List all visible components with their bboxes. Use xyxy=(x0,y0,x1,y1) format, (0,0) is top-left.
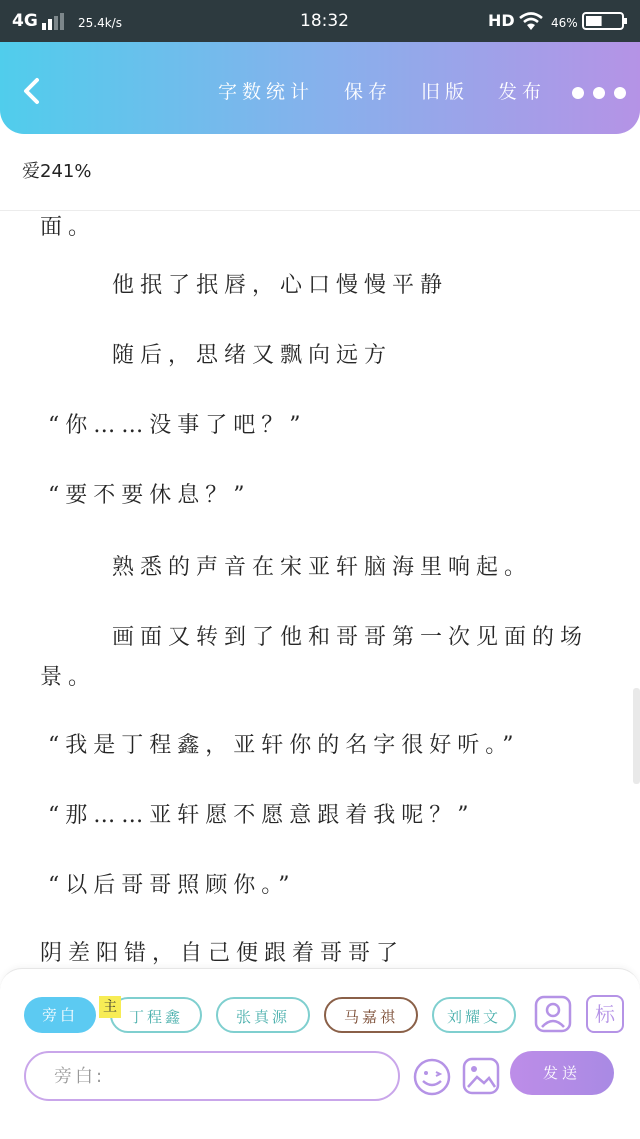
message-input[interactable] xyxy=(24,1051,400,1101)
story-paragraph: “你……没事了吧？” xyxy=(48,413,307,438)
story-paragraph: 随后，思绪又飘向远方 xyxy=(56,343,393,368)
story-paragraph: 他抿了抿唇，心口慢慢平静 xyxy=(56,273,449,298)
wifi-icon xyxy=(518,10,544,32)
clock: 18:32 xyxy=(300,11,349,31)
signal-icon xyxy=(42,13,68,30)
scrollbar-thumb[interactable] xyxy=(633,688,640,784)
chip-character-ma-jiaqi[interactable]: 马嘉祺 xyxy=(324,997,418,1033)
story-paragraph: “以后哥哥照顾你。” xyxy=(48,873,296,898)
composer-panel xyxy=(0,968,640,1139)
save-button[interactable]: 保存 xyxy=(344,81,393,103)
battery-percent: 46% xyxy=(551,16,578,30)
story-content[interactable] xyxy=(0,211,640,969)
story-paragraph: 熟悉的声音在宋亚轩脑海里响起。 xyxy=(56,555,533,580)
story-paragraph: “那……亚轩愿不愿意跟着我呢？” xyxy=(48,803,475,828)
image-icon[interactable] xyxy=(462,1057,500,1095)
story-paragraph: “要不要休息？” xyxy=(48,483,251,508)
hd-indicator: HD xyxy=(488,11,515,30)
chip-character-liu-yaowen[interactable]: 刘耀文 xyxy=(432,997,516,1033)
network-type: 4G xyxy=(12,11,38,31)
publish-button[interactable]: 发布 xyxy=(498,81,547,103)
emoji-icon[interactable] xyxy=(412,1057,452,1097)
story-paragraph: 景。 xyxy=(40,665,97,690)
battery-icon xyxy=(582,12,628,30)
app-header xyxy=(0,42,640,134)
send-button[interactable]: 发送 xyxy=(510,1051,614,1095)
story-paragraph: 画面又转到了他和哥哥第一次见面的场 xyxy=(56,625,589,650)
chip-character-ding-chengxin[interactable]: 丁程鑫 xyxy=(110,997,202,1033)
story-paragraph: 面。 xyxy=(40,215,97,240)
chip-narration[interactable]: 旁白 xyxy=(24,997,96,1033)
back-arrow-icon[interactable] xyxy=(18,76,46,106)
status-bar xyxy=(0,0,640,42)
network-speed: 25.4k/s xyxy=(78,16,122,30)
story-paragraph: 阴差阳错，自己便跟着哥哥了 xyxy=(40,941,405,966)
chip-character-zhang-zhenyuan[interactable]: 张真源 xyxy=(216,997,310,1033)
story-paragraph: “我是丁程鑫，亚轩你的名字很好听。” xyxy=(48,733,520,758)
tag-button[interactable]: 标 xyxy=(586,995,624,1033)
lead-role-badge: 主 xyxy=(99,996,121,1018)
character-manager-icon[interactable] xyxy=(534,995,572,1033)
old-version-button[interactable]: 旧版 xyxy=(421,81,470,103)
chapter-title[interactable]: 爱241% xyxy=(22,161,92,182)
word-count-button[interactable]: 字数统计 xyxy=(218,81,315,103)
more-options-icon[interactable] xyxy=(570,86,628,100)
